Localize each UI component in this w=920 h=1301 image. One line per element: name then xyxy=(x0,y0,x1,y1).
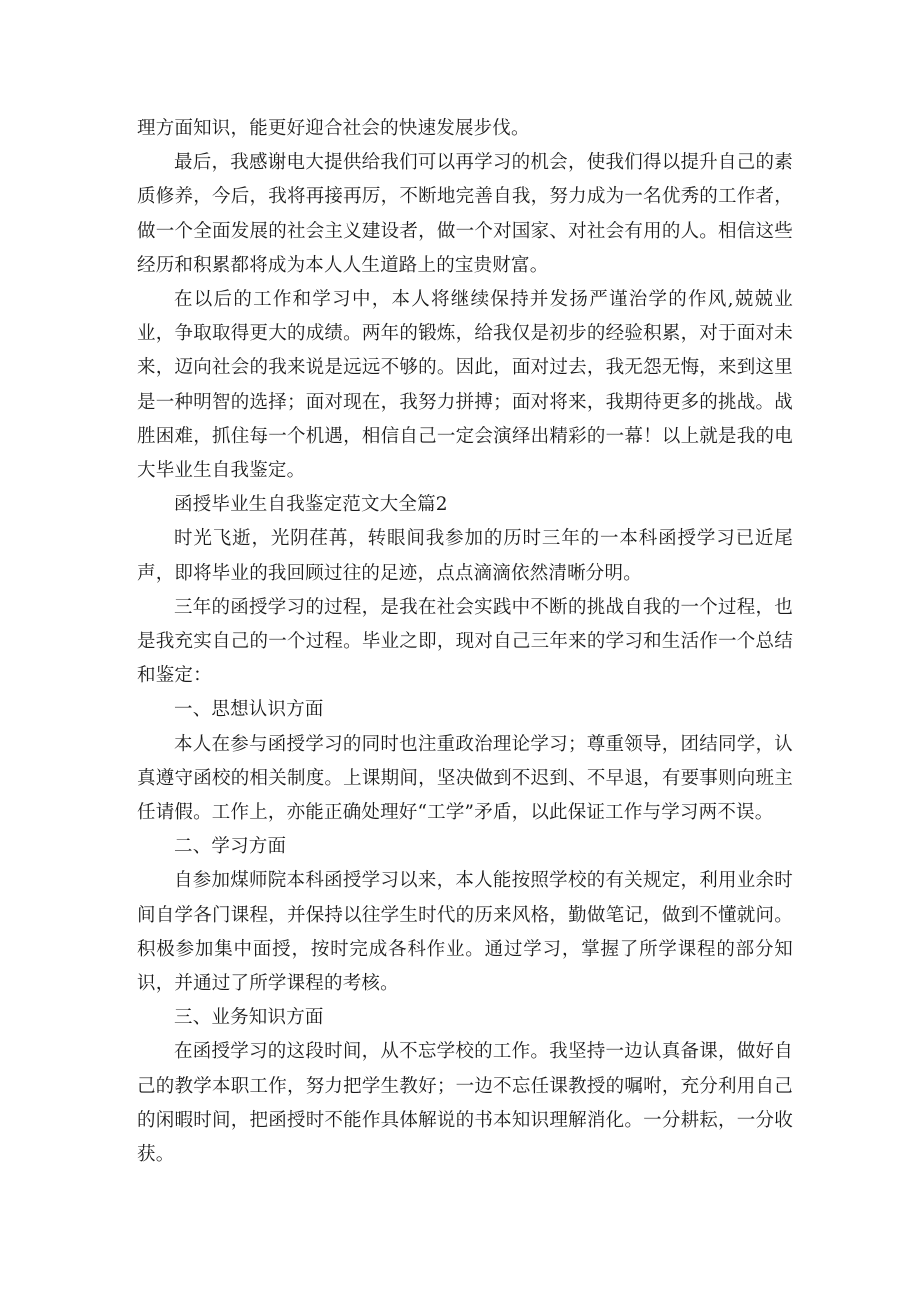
paragraph-study: 自参加煤师院本科函授学习以来，本人能按照学校的有关规定，利用业余时间自学各门课程，并保持以往学生时代的历来风格，勤做笔记，做到不懂就问。积极参加集中面授，按时完成各科作业。通过学习，掌握了所学课程的部分知识，并通过了所学课程的考核。 xyxy=(137,870,793,995)
document-body xyxy=(137,112,793,1172)
subheading-study: 二、学习方面 xyxy=(174,836,287,858)
paragraph-ideology: 本人在参与函授学习的同时也注重政治理论学习；尊重领导，团结同学，认真遵守函校的相关制度。上课期间，坚决做到不迟到、不早退，有要事则向班主任请假。工作上，亦能正确处理好“工学”矛盾，以此保证工作与学习两不误。 xyxy=(137,733,793,824)
paragraph-overview: 三年的函授学习的过程，是我在社会实践中不断的挑战自我的一个过程，也是我充实自己的一个过程。毕业之即，现对自己三年来的学习和生活作一个总结和鉴定： xyxy=(137,596,793,687)
paragraph-future: 在以后的工作和学习中，本人将继续保持并发扬严谨治学的作风,兢兢业业，争取取得更大的成绩。两年的锻炼，给我仅是初步的经验积累，对于面对未来，迈向社会的我来说是远远不够的。因此，面对过去，我无怨无悔，来到这里是一种明智的选择；面对现在，我努力拼搏；面对将来，我期待更多的挑战。战胜困难，抓住每一个机遇，相信自己一定会演绎出精彩的一幕！以上就是我的电大毕业生自我鉴定。 xyxy=(137,289,793,482)
section-title: 函授毕业生自我鉴定范文大全篇2 xyxy=(174,494,448,516)
paragraph-continuation: 理方面知识，能更好迎合社会的快速发展步伐。 xyxy=(137,118,530,139)
paragraph-gratitude: 最后，我感谢电大提供给我们可以再学习的机会，使我们得以提升自己的素质修养，今后，我将再接再厉，不断地完善自我，努力成为一名优秀的工作者，做一个全面发展的社会主义建设者，做一个对国家、对社会有用的人。相信这些经历和积累都将成为本人人生道路上的宝贵财富。 xyxy=(137,152,793,276)
subheading-professional: 三、业务知识方面 xyxy=(174,1007,324,1029)
paragraph-professional: 在函授学习的这段时间，从不忘学校的工作。我坚持一边认真备课，做好自己的教学本职工作，努力把学生教好；一边不忘任课教授的嘱咐，充分利用自己的闲暇时间，把函授时不能作具体解说的书本知识理解消化。一分耕耘，一分收获。 xyxy=(137,1041,793,1166)
paragraph-intro: 时光飞逝，光阴荏苒，转眼间我参加的历时三年的一本科函授学习已近尾声，即将毕业的我回顾过往的足迹，点点滴滴依然清晰分明。 xyxy=(137,528,793,584)
subheading-ideology: 一、思想认识方面 xyxy=(174,699,324,721)
